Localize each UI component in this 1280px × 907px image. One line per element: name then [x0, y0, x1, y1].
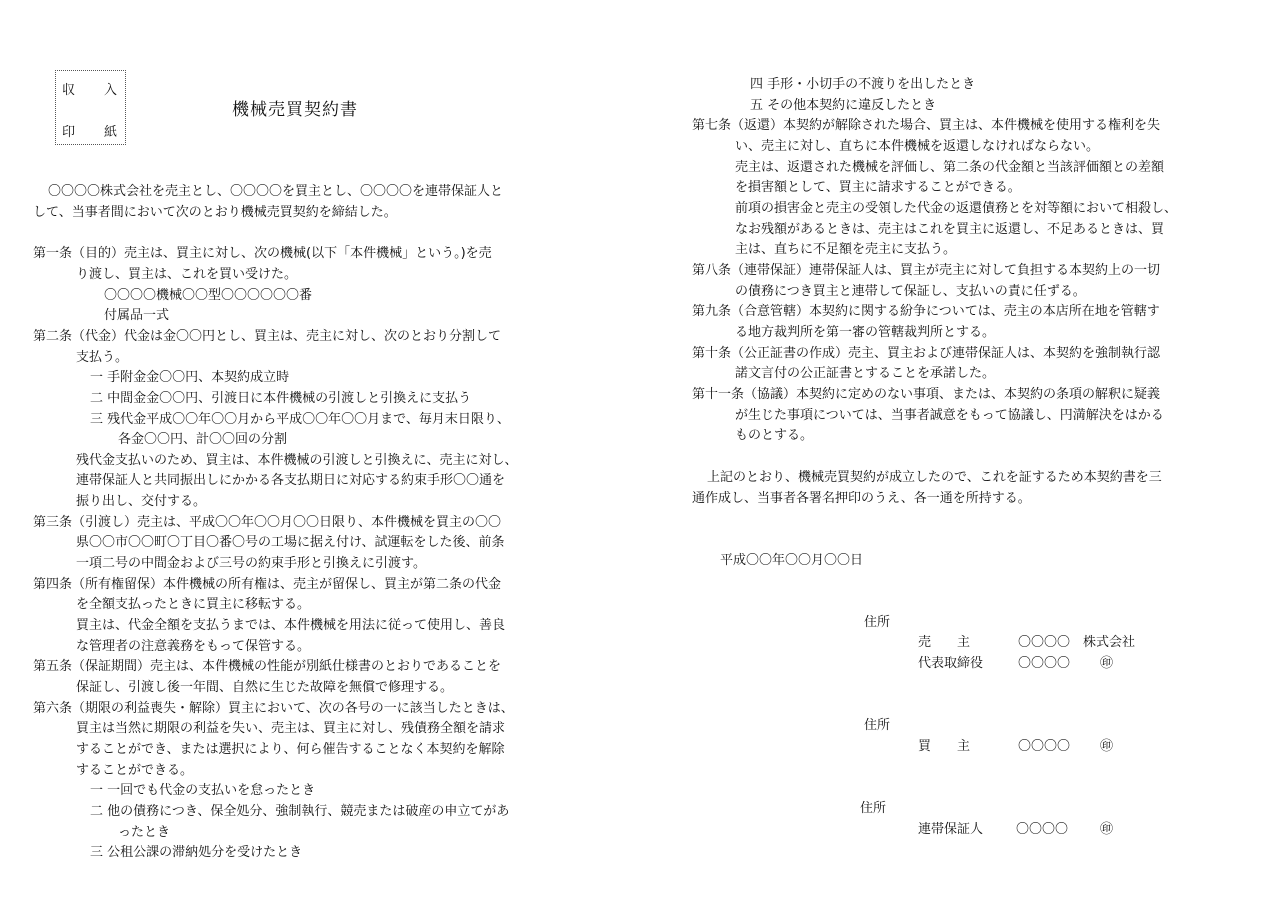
article-line: 第三条（引渡し）売主は、平成〇〇年〇〇月〇〇日限り、本件機械を買主の〇〇	[33, 515, 502, 530]
buyer-label: 買 主	[918, 739, 971, 754]
article-line: 残代金支払いのため、買主は、本件機械の引渡しと引換えに、売主に対し、	[76, 453, 518, 468]
article-line: 三 公租公課の滞納処分を受けたとき	[90, 845, 303, 860]
article-line: 第五条（保証期間）売主は、本件機械の性能が別紙仕様書のとおりであることを	[33, 659, 502, 674]
article-line: なお残額があるときは、売主はこれを買主に返還し、不足あるときは、買	[735, 222, 1165, 237]
preamble-line: 〇〇〇〇株式会社を売主とし、〇〇〇〇を買主とし、〇〇〇〇を連帯保証人と	[48, 184, 504, 199]
seller-label: 売 主	[918, 635, 971, 650]
article-line: 買主は、代金全額を支払うまでは、本件機械を用法に従って使用し、善良	[76, 618, 506, 633]
buyer-name: 〇〇〇〇	[1018, 739, 1071, 754]
article-line: る地方裁判所を第一審の管轄裁判所とする。	[735, 325, 996, 340]
article-line: 第七条（返還）本契約が解除された場合、買主は、本件機械を使用する権利を失	[692, 118, 1161, 133]
article-line: 主は、直ちに不足額を売主に支払う。	[735, 242, 957, 257]
preamble-line: して、当事者間において次のとおり機械売買契約を締結した。	[33, 205, 397, 220]
article-line: を全額支払ったときに買主に移転する。	[76, 597, 311, 612]
closing-line: 通作成し、当事者各署名押印のうえ、各一通を所持する。	[692, 491, 1031, 506]
article-line: 第一条（目的）売主は、買主に対し、次の機械(以下「本件機械」という。)を売	[33, 246, 492, 261]
stamp-char: 印	[62, 125, 76, 140]
article-line: ものとする。	[735, 428, 814, 443]
stamp-char: 入	[104, 83, 118, 98]
stamp-char: 収	[62, 83, 76, 98]
article-line: 第八条（連帯保証）連帯保証人は、買主が売主に対して負担する本契約上の一切	[692, 263, 1161, 278]
address-label: 住所	[860, 801, 887, 816]
article-line: することができ、または選択により、何ら催告することなく本契約を解除	[76, 742, 505, 757]
article-line: 〇〇〇〇機械〇〇型〇〇〇〇〇〇番	[104, 288, 313, 303]
article-line: 第十一条（協議）本契約に定めのない事項、または、本契約の条項の解釈に疑義	[692, 387, 1161, 402]
article-line: な管理者の注意義務をもって保管する。	[76, 639, 311, 654]
seal-mark: ㊞	[1100, 656, 1114, 671]
revenue-stamp-box	[55, 70, 126, 145]
address-label: 住所	[864, 615, 891, 630]
article-line: 第十条（公正証書の作成）売主、買主および連帯保証人は、本契約を強制執行認	[692, 346, 1161, 361]
article-line: 買主は当然に期限の利益を失い、売主は、買主に対し、残債務全額を請求	[76, 721, 506, 736]
article-line: 諾文言付の公正証書とすることを承諾した。	[735, 366, 996, 381]
seal-mark: ㊞	[1100, 739, 1114, 754]
article-line: 一 一回でも代金の支払いを怠ったとき	[90, 783, 316, 798]
article-line: 第六条（期限の利益喪失・解除）買主において、次の各号の一に該当したときは、	[33, 701, 514, 716]
article-line: の債務につき買主と連帯して保証し、支払いの責に任ずる。	[735, 284, 1086, 299]
document-title: 機械売買契約書	[232, 100, 358, 120]
contract-date: 平成〇〇年〇〇月〇〇日	[720, 553, 864, 568]
article-line: 二 中間金金〇〇円、引渡日に本件機械の引渡しと引換えに支払う	[90, 391, 472, 406]
article-line: 前項の損害金と売主の受領した代金の返還債務とを対等額において相殺し、	[735, 201, 1178, 216]
representative-name: 〇〇〇〇	[1018, 656, 1071, 671]
closing-line: 上記のとおり、機械売買契約が成立したので、これを証するため本契約書を三	[707, 470, 1162, 485]
article-line: 五 その他本契約に違反したとき	[750, 98, 937, 113]
article-line: 連帯保証人と共同振出しにかかる各支払期日に対応する約束手形〇〇通を	[76, 473, 506, 488]
article-line: 一項二号の中間金および三号の約束手形と引換えに引渡す。	[76, 556, 426, 571]
article-line: 売主は、返還された機械を評価し、第二条の代金額と当該評価額との差額	[735, 160, 1165, 175]
article-line: が生じた事項については、当事者誠意をもって協議し、円満解決をはかる	[735, 408, 1164, 423]
representative-label: 代表取締役	[918, 656, 984, 671]
article-line: り渡し、買主は、これを買い受けた。	[76, 267, 298, 282]
article-line: 一 手附金金〇〇円、本契約成立時	[90, 370, 290, 385]
article-line: 第二条（代金）代金は金〇〇円とし、買主は、売主に対し、次のとおり分割して	[33, 329, 502, 344]
article-line: 各金〇〇円、計〇〇回の分割	[118, 432, 288, 447]
guarantor-label: 連帯保証人	[918, 822, 984, 837]
article-line: 支払う。	[76, 350, 129, 365]
article-line: 保証し、引渡し後一年間、自然に生じた故障を無償で修理する。	[76, 680, 454, 695]
address-label: 住所	[864, 718, 891, 733]
article-line: 振り出し、交付する。	[76, 494, 207, 509]
article-line: 第四条（所有権留保）本件機械の所有権は、売主が留保し、買主が第二条の代金	[33, 577, 502, 592]
article-line: ったとき	[118, 825, 171, 840]
article-line: 三 残代金平成〇〇年〇〇月から平成〇〇年〇〇月まで、毎月末日限り、	[90, 412, 510, 427]
stamp-char: 紙	[104, 125, 118, 140]
article-line: を損害額として、買主に請求することができる。	[735, 180, 1021, 195]
article-line: い、売主に対し、直ちに本件機械を返還しなければならない。	[735, 139, 1100, 154]
guarantor-name: 〇〇〇〇	[1016, 822, 1069, 837]
article-line: することができる。	[76, 763, 194, 778]
article-line: 二 他の債務につき、保全処分、強制執行、競売または破産の申立てがあ	[90, 804, 510, 819]
article-line: 第九条（合意管轄）本契約に関する紛争については、売主の本店所在地を管轄す	[692, 304, 1160, 319]
article-line: 四 手形・小切手の不渡りを出したとき	[750, 77, 976, 92]
seller-name: 〇〇〇〇 株式会社	[1018, 635, 1136, 650]
article-line: 県〇〇市〇〇町〇丁目〇番〇号の工場に据え付け、試運転をした後、前条	[76, 535, 505, 550]
seal-mark: ㊞	[1100, 822, 1114, 837]
article-line: 付属品一式	[104, 308, 170, 323]
